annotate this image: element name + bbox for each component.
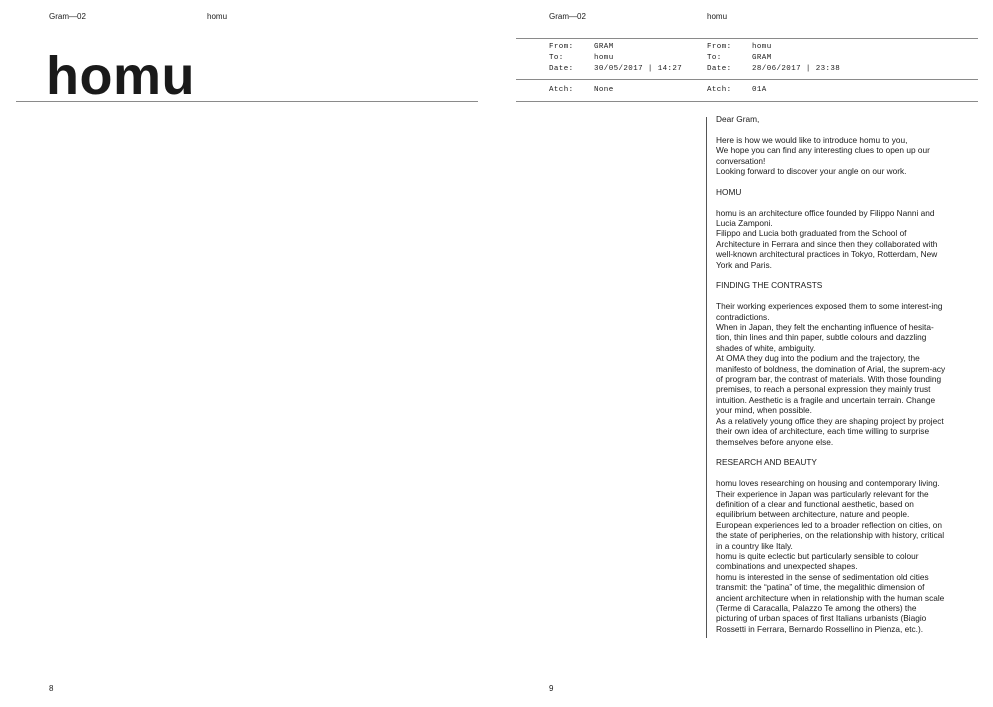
letter-body (716, 114, 948, 645)
section-heading-contrasts: FINDING THE CONTRASTS (716, 280, 823, 291)
left-running-section: homu (207, 12, 228, 21)
from-value: GRAM (594, 43, 614, 51)
date-value: 28/06/2017 | 23:38 (752, 65, 841, 73)
to-label: To: (707, 54, 722, 62)
right-page-number: 9 (549, 684, 554, 693)
letter-margin-line (706, 117, 707, 638)
to-value: GRAM (752, 54, 772, 62)
attachment-label: Atch: (549, 86, 574, 94)
header-rule-top (516, 38, 978, 39)
from-label: From: (707, 43, 732, 51)
attachment-label: Atch: (707, 86, 732, 94)
letter-intro: Here is how we would like to introduce homu to you, We hope you can find any interesting clues to open up our conversation! Looking forward to discover your angle on our work. (716, 134, 930, 177)
section-heading-research: RESEARCH AND BEAUTY (716, 457, 817, 468)
left-page-number: 8 (49, 684, 54, 693)
page-title: homu (46, 46, 195, 106)
letter-paragraph-2: Their working experiences exposed them to some interest-ing contradictions. When in Japan, they felt the enchanting influence of hesita-tion, thin lines and thin paper, subtle colours and dazzling shades of white, ambiguity. At OMA they dug into the podium and the trajectory, the manifesto of boldness, the domination of Arial, the suprem-acy of program bar, the contrast of materials. With those founding premises, to reach a personal expression they mainly trust intuition. Aesthetic is a fragile and uncertain terrain. Change your mind, when possible. As a relatively young office they are shaping project by project their own idea of architecture, each time willing to surprise themselves before anyone else. (716, 301, 946, 447)
date-label: Date: (707, 65, 732, 73)
right-running-section: homu (707, 12, 728, 21)
from-value: homu (752, 43, 772, 51)
letter-greeting: Dear Gram, (716, 114, 760, 124)
to-value: homu (594, 54, 614, 62)
to-label: To: (549, 54, 564, 62)
section-heading-homu: HOMU (716, 186, 742, 197)
date-label: Date: (549, 65, 574, 73)
letter-paragraph-3: homu loves researching on housing and contemporary living. Their experience in Japan was particularly relevant for the definition of a clear and functional aesthetic, based on equilibrium between architecture, nature and people. European experiences led to a broader reflection on cities, on the state of peripheries, on the relationship with history, critical in a country like Italy. homu is quite eclectic but particularly sensible to colour combinations and unexpected shapes. homu is interested in the sense of sedimentation old cities transmit: the “patina” of time, the megalithic dimension of ancient architecture when in relationship with the human scale (Terme di Caracalla, Palazzo Te among the others) the picturing of urban spaces of first Italians urbanists (Biagio Rossetti in Ferrara, Bernardo Rossellino in Pienza, etc.). (716, 478, 945, 634)
header-rule-bottom (516, 101, 978, 102)
attachment-value: 01A (752, 86, 767, 94)
letter-paragraph-1: homu is an architecture office founded by Filippo Nanni and Lucia Zamponi. Filippo and Lucia both graduated from the School of Architecture in Ferrara and since then they collaborated with well-known architectural practices in Tokyo, Rotterdam, New York and Paris. (716, 207, 938, 270)
attachment-value: None (594, 86, 614, 94)
header-rule-middle (516, 79, 978, 80)
title-rule (16, 101, 478, 102)
right-running-header: Gram—02 (549, 12, 586, 21)
left-running-header: Gram—02 (49, 12, 86, 21)
date-value: 30/05/2017 | 14:27 (594, 65, 683, 73)
from-label: From: (549, 43, 574, 51)
